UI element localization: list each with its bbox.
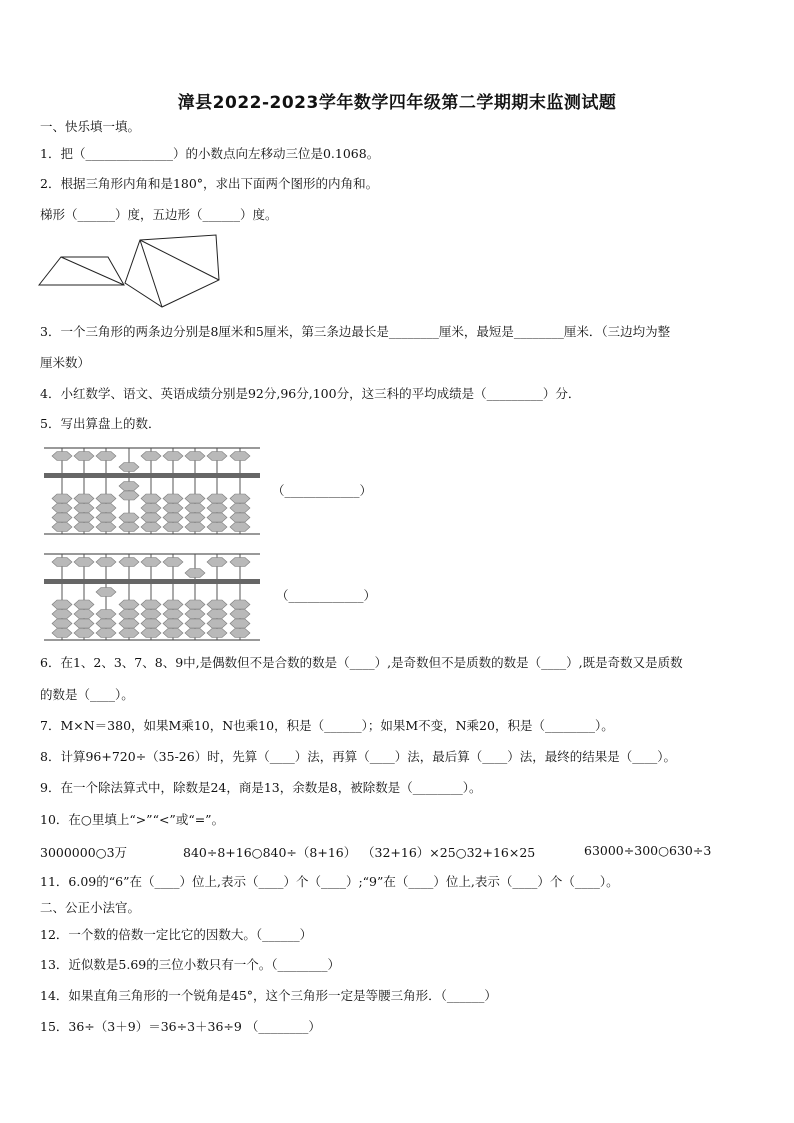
abacus-bead	[119, 513, 139, 522]
question-10: 10．在○里填上“>”“<”或“=”。	[40, 812, 225, 827]
abacus-bead	[185, 629, 205, 638]
question-12: 12．一个数的倍数一定比它的因数大。（______）	[40, 927, 313, 942]
comparison-item: 840÷8+16○840÷（8+16）	[183, 845, 357, 860]
abacus-bead	[52, 619, 72, 628]
comparison-item: 3000000○3万	[40, 845, 128, 860]
abacus-bead	[141, 452, 161, 461]
abacus-bead	[52, 610, 72, 619]
abacus-bead	[96, 523, 116, 532]
abacus-bead	[185, 513, 205, 522]
pentagon-diagonal-2	[140, 240, 219, 280]
abacus-bead	[207, 504, 227, 513]
question-9: 9．在一个除法算式中，除数是24，商是13，余数是8，被除数是（________）。	[40, 780, 482, 795]
question-14: 14．如果直角三角形的一个锐角是45°，这个三角形一定是等腰三角形．（______）	[40, 988, 497, 1003]
abacus-bead	[230, 610, 250, 619]
abacus-bead	[230, 600, 250, 609]
question-5: 5．写出算盘上的数．	[40, 416, 161, 431]
abacus-bead	[141, 513, 161, 522]
abacus-bead	[74, 619, 94, 628]
question-3-continued: 厘米数）	[40, 355, 91, 370]
abacus-bead	[230, 504, 250, 513]
abacus-bead	[74, 610, 94, 619]
question-3: 3．一个三角形的两条边分别是8厘米和5厘米，第三条边最长是________厘米，最短是________厘米．（三边均为整	[40, 324, 671, 339]
abacus-bead	[185, 600, 205, 609]
abacus-bead	[230, 513, 250, 522]
abacus-bead	[185, 504, 205, 513]
abacus-bead	[207, 523, 227, 532]
abacus-bead	[207, 610, 227, 619]
abacus-bead	[163, 523, 183, 532]
abacus-bead	[185, 610, 205, 619]
abacus-bead	[52, 600, 72, 609]
abacus-bead	[119, 463, 139, 472]
abacus-bead	[119, 610, 139, 619]
question-1: 1．把（______________）的小数点向左移动三位是0.1068。	[40, 146, 380, 161]
abacus-bead	[207, 558, 227, 567]
abacus-bead	[74, 504, 94, 513]
abacus-bead	[163, 504, 183, 513]
abacus-bead	[52, 558, 72, 567]
abacus-bead	[141, 600, 161, 609]
abacus-bead	[185, 523, 205, 532]
abacus-bead	[96, 452, 116, 461]
abacus-bead	[119, 600, 139, 609]
question-2-blanks: 梯形（______）度，五边形（______）度。	[40, 207, 278, 222]
comparison-item: 63000÷300○630÷3	[584, 843, 712, 858]
abacus-bead	[52, 504, 72, 513]
abacus-bead	[230, 452, 250, 461]
abacus-bead	[207, 513, 227, 522]
abacus-bead	[119, 491, 139, 500]
abacus-bead	[185, 619, 205, 628]
question-13: 13．近似数是5.69的三位小数只有一个。（________）	[40, 957, 340, 972]
abacus-bead	[185, 452, 205, 461]
abacus-bead	[230, 619, 250, 628]
abacus-bead	[207, 619, 227, 628]
abacus-bead	[207, 629, 227, 638]
abacus-bead	[230, 494, 250, 503]
trapezoid-diagonal	[61, 257, 124, 285]
abacus-bead	[141, 610, 161, 619]
pentagon-shape	[125, 235, 219, 307]
question-6: 6．在1、2、3、7、8、9中,是偶数但不是合数的数是（____）,是奇数但不是质数的数是（____）,既是奇数又是质数	[40, 655, 683, 670]
abacus-bead	[52, 513, 72, 522]
abacus-bead	[74, 452, 94, 461]
question-4: 4．小红数学、语文、英语成绩分别是92分,96分,100分，这三科的平均成绩是（_________）分．	[40, 386, 581, 401]
abacus-bead	[74, 600, 94, 609]
abacus-bead	[74, 558, 94, 567]
abacus-bead	[96, 629, 116, 638]
abacus-bead	[163, 513, 183, 522]
abacus-bead	[207, 600, 227, 609]
abacus-bead	[163, 558, 183, 567]
abacus-bead	[163, 600, 183, 609]
abacus-2-answer-blank: （____________）	[276, 588, 377, 603]
polygon-figures	[36, 233, 226, 315]
question-7: 7．M×N＝380，如果M乘10，N也乘10，积是（______）；如果M不变，N乘20，积是（________）。	[40, 718, 614, 733]
abacus-bead	[52, 494, 72, 503]
abacus-bead	[163, 452, 183, 461]
section-heading-judge: 二、公正小法官。	[40, 900, 141, 915]
abacus-1-answer-blank: （____________）	[272, 483, 373, 498]
abacus-bead	[207, 494, 227, 503]
abacus-bead	[74, 494, 94, 503]
abacus-bead	[96, 588, 116, 597]
abacus-bead	[163, 619, 183, 628]
abacus-bead	[119, 629, 139, 638]
abacus-bead	[74, 629, 94, 638]
abacus-beam	[44, 473, 260, 478]
abacus-bead	[141, 558, 161, 567]
abacus-bead	[119, 523, 139, 532]
pentagon-diagonal-1	[140, 240, 162, 307]
abacus-bead	[141, 504, 161, 513]
abacus-bead	[163, 494, 183, 503]
abacus-bead	[230, 523, 250, 532]
question-2: 2．根据三角形内角和是180°，求出下面两个图形的内角和。	[40, 176, 379, 191]
abacus-bead	[141, 629, 161, 638]
question-11: 11．6.09的“6”在（____）位上,表示（____）个（____）;“9”在（____）位上,表示（____）个（____）。	[40, 874, 619, 889]
abacus-2	[42, 552, 264, 642]
page-title: 漳县2022-2023学年数学四年级第二学期期末监测试题	[177, 93, 617, 113]
abacus-bead	[185, 569, 205, 578]
abacus-bead	[96, 610, 116, 619]
abacus-bead	[163, 629, 183, 638]
abacus-bead	[74, 523, 94, 532]
abacus-bead	[207, 452, 227, 461]
abacus-bead	[52, 523, 72, 532]
abacus-bead	[230, 629, 250, 638]
abacus-beam	[44, 579, 260, 584]
question-6-continued: 的数是（____）。	[40, 687, 134, 702]
section-heading-fill: 一、快乐填一填。	[40, 119, 141, 134]
trapezoid-shape	[39, 257, 124, 285]
comparison-item: （32+16）×25○32+16×25	[362, 845, 536, 860]
question-15: 15．36÷（3＋9）＝36÷3＋36÷9 （________）	[40, 1019, 321, 1034]
abacus-bead	[52, 629, 72, 638]
abacus-bead	[96, 558, 116, 567]
abacus-bead	[119, 558, 139, 567]
abacus-bead	[163, 610, 183, 619]
abacus-bead	[141, 619, 161, 628]
abacus-bead	[119, 619, 139, 628]
abacus-bead	[141, 523, 161, 532]
abacus-bead	[185, 494, 205, 503]
abacus-1	[42, 446, 264, 536]
abacus-bead	[141, 494, 161, 503]
abacus-bead	[74, 513, 94, 522]
abacus-bead	[96, 494, 116, 503]
abacus-bead	[119, 482, 139, 491]
abacus-bead	[96, 619, 116, 628]
question-8: 8．计算96+720÷（35-26）时，先算（____）法，再算（____）法，最后算（____）法，最终的结果是（____）。	[40, 749, 676, 764]
abacus-bead	[230, 558, 250, 567]
abacus-bead	[52, 452, 72, 461]
abacus-bead	[96, 513, 116, 522]
abacus-bead	[96, 504, 116, 513]
